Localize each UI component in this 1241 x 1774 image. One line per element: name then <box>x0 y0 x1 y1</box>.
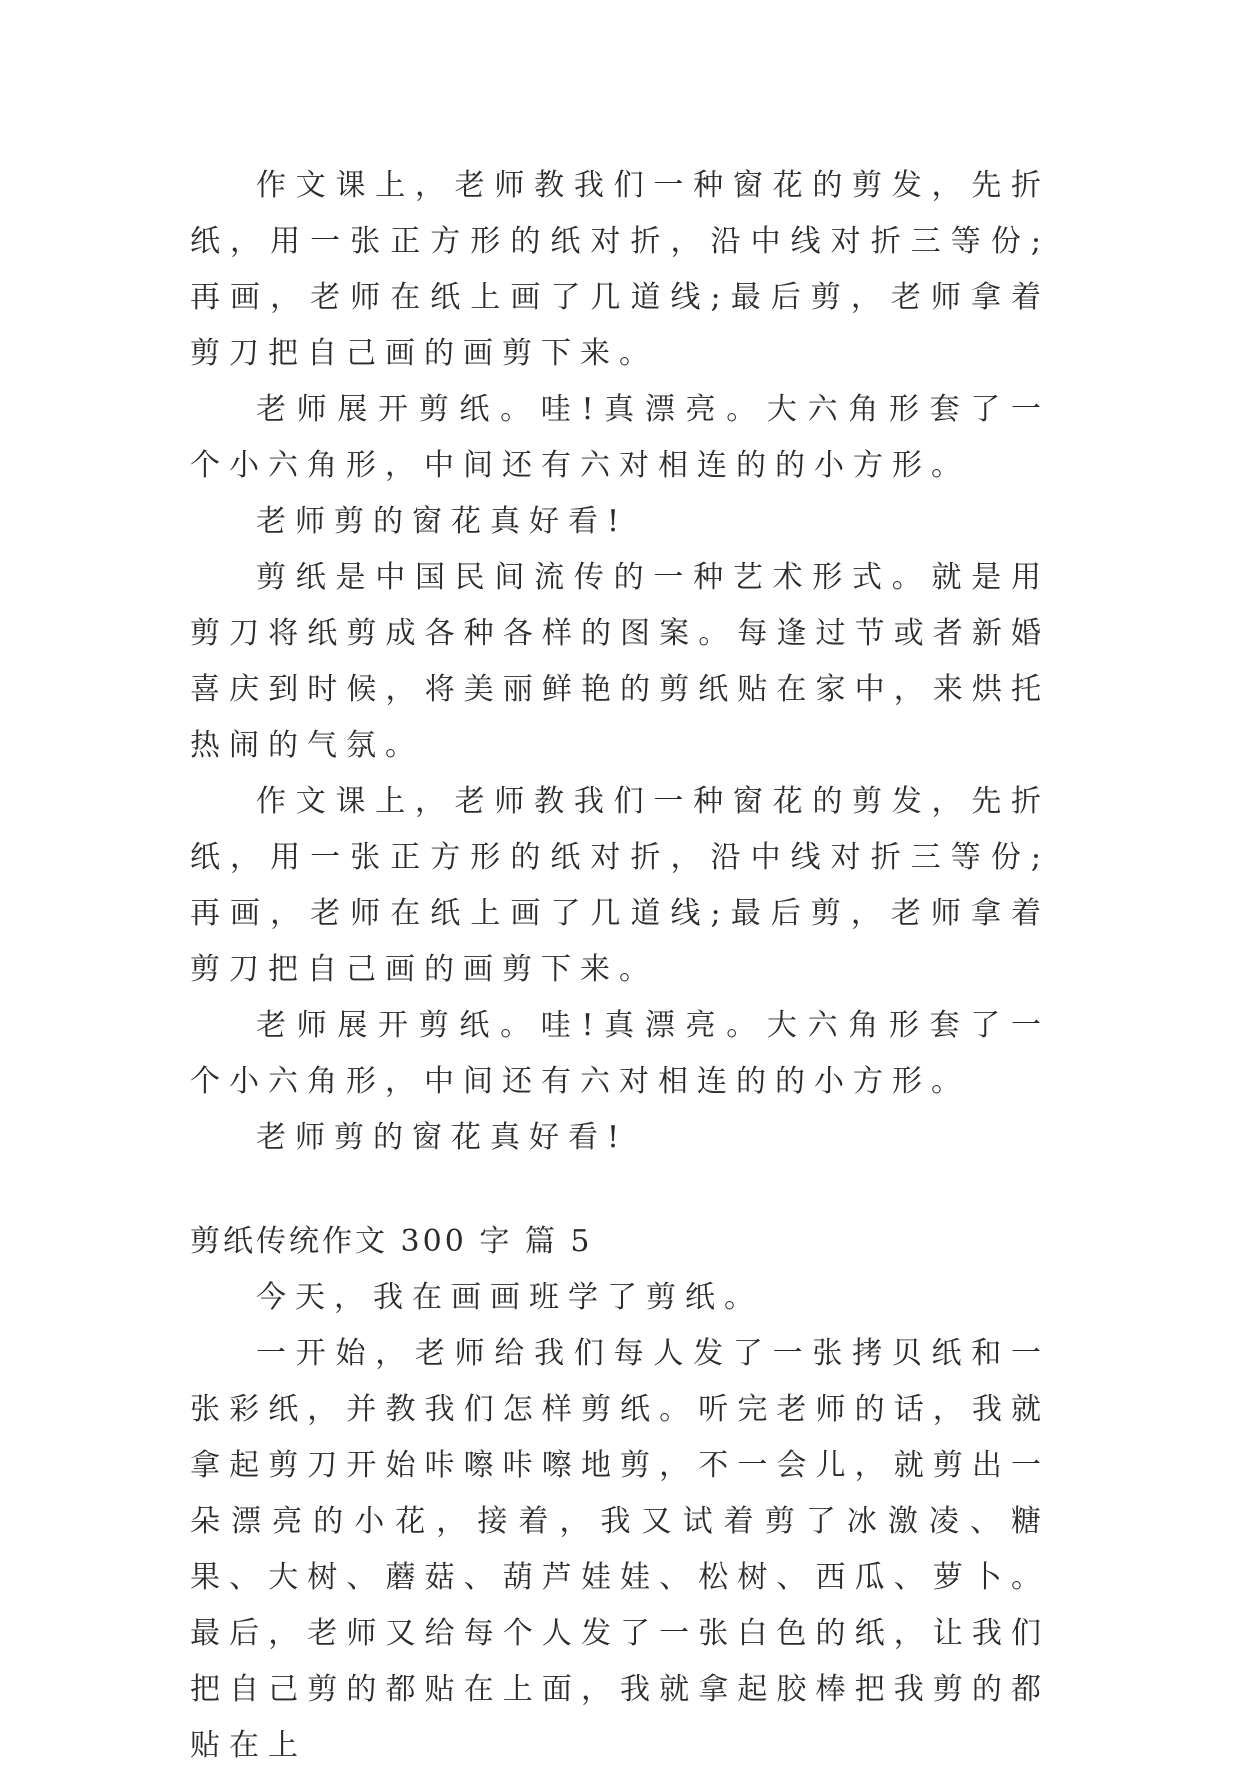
paragraph: 作文课上，老师教我们一种窗花的剪发，先折纸，用一张正方形的纸对折，沿中线对折三等份;再画，老师在纸上画了几道线;最后剪，老师拿着剪刀把自己画的画剪下来。 <box>190 168 1050 371</box>
paragraph: 老师展开剪纸。哇!真漂亮。大六角形套了一个小六角形，中间还有六对相连的的小方形。 <box>190 1008 1050 1099</box>
paragraph: 作文课上，老师教我们一种窗花的剪发，先折纸，用一张正方形的纸对折，沿中线对折三等份;再画，老师在纸上画了几道线;最后剪，老师拿着剪刀把自己画的画剪下来。 <box>190 784 1050 987</box>
paragraph: 老师剪的窗花真好看! <box>256 504 629 539</box>
section-heading: 剪纸传统作文 300 字 篇 5 <box>190 1224 593 1259</box>
paragraph: 一开始，老师给我们每人发了一张拷贝纸和一张彩纸，并教我们怎样剪纸。听完老师的话，我就拿起剪刀开始咔嚓咔嚓地剪，不一会儿，就剪出一朵漂亮的小花，接着，我又试着剪了冰激凌、糖果、大树、蘑菇、葫芦娃娃、松树、西瓜、萝卜。最后，老师又给每个人发了一张白色的纸，让我们把自己剪的都贴在上面，我就拿起胶棒把我剪的都贴在上 <box>190 1336 1050 1763</box>
paragraph: 剪纸是中国民间流传的一种艺术形式。就是用剪刀将纸剪成各种各样的图案。每逢过节或者新婚喜庆到时候，将美丽鲜艳的剪纸贴在家中，来烘托热闹的气氛。 <box>190 560 1050 763</box>
section-spacer <box>190 1166 1050 1214</box>
document-page <box>190 158 1050 1774</box>
paragraph: 老师剪的窗花真好看! <box>256 1120 629 1155</box>
paragraph: 今天，我在画画班学了剪纸。 <box>256 1280 763 1315</box>
paragraph: 老师展开剪纸。哇!真漂亮。大六角形套了一个小六角形，中间还有六对相连的的小方形。 <box>190 392 1050 483</box>
